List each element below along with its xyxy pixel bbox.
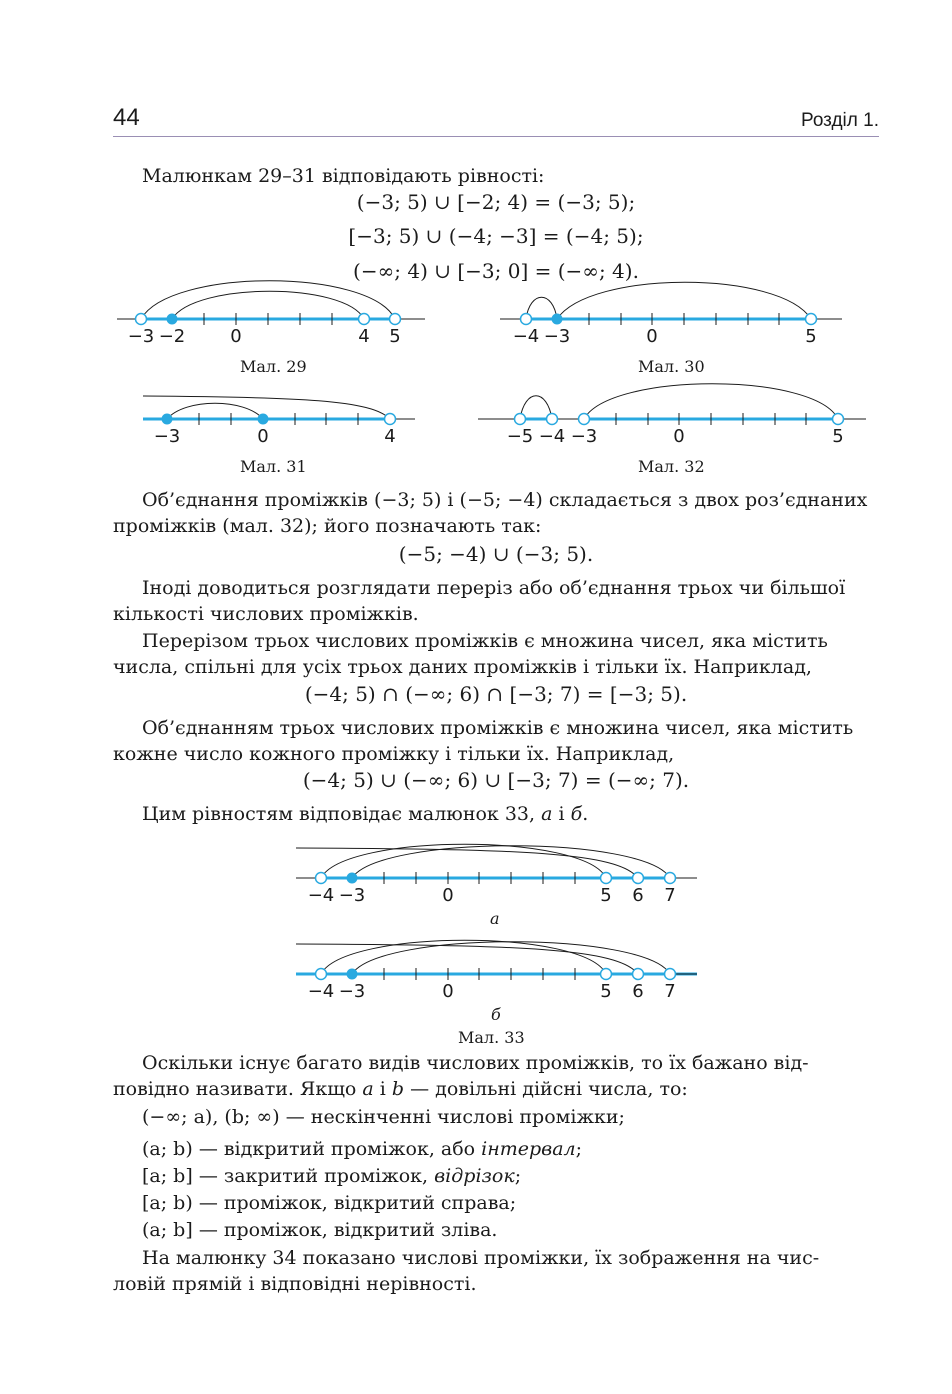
paragraph-3-line-2: числа, спільні для усіх трьох даних проміжків і тільки їх. Наприклад, (113, 656, 812, 678)
intro-text: Малюнкам 29–31 відповідають рівності: (142, 165, 545, 187)
fig33a-number-line (296, 844, 697, 906)
fig30-label: −4 (512, 326, 540, 347)
equation-1: (−3; 5) ∪ [−2; 4) = (−3; 5); (356, 190, 636, 214)
equation-2: [−3; 5) ∪ (−4; −3] = (−4; 5); (348, 224, 644, 248)
definition-closed (142, 1163, 521, 1189)
paragraph-4-line-1: Об’єднанням трьох числових проміжків є множина чисел, яка містить (142, 717, 854, 739)
fig33a-label: 5 (600, 885, 612, 906)
paragraph-5-end: . (582, 803, 589, 825)
paragraph-6-text-a: повідно називати. Якщо (113, 1078, 357, 1100)
definition-open (142, 1136, 582, 1162)
paragraph-1-line-2: проміжків (мал. 32); його позначають так: (113, 515, 542, 537)
paragraph-7-line-1: На малюнку 34 показано числові проміжки, їх зображення на чис- (142, 1247, 820, 1269)
fig30-label: 5 (805, 326, 817, 347)
paragraph-6-text-b: і (379, 1078, 386, 1100)
definition-open-text: — відкритий проміжок, або (198, 1138, 476, 1160)
fig29-number-line (117, 281, 425, 347)
page-number: 44 (113, 104, 140, 131)
subfigure-ref-b: б (570, 803, 583, 825)
definition-open-end: ; (575, 1138, 583, 1160)
fig32-label: 5 (832, 426, 844, 447)
paragraph-6-text-c: — довільні дійсні числа, то: (410, 1078, 688, 1100)
definition-infinite-text: — нескінченні числові проміжки; (285, 1106, 625, 1128)
fig29-label: 5 (389, 326, 401, 347)
fig33a-label: −3 (338, 885, 366, 906)
fig33a-label: 6 (632, 885, 644, 906)
fig31-caption: Мал. 31 (240, 457, 307, 476)
paragraph-6-line-2 (113, 1076, 688, 1102)
fig32-label: −5 (506, 426, 534, 447)
definition-infinite-math: (−∞; a), (b; ∞) (142, 1106, 280, 1128)
fig30-number-line (500, 282, 842, 347)
fig30-label: 0 (646, 326, 658, 347)
definition-open-math: (a; b) (142, 1138, 193, 1160)
fig33-caption: Мал. 33 (458, 1028, 525, 1047)
variable-a: a (362, 1078, 374, 1100)
fig31-label: −3 (153, 426, 181, 447)
fig31-number-line (143, 396, 415, 447)
fig32-label: −3 (570, 426, 598, 447)
fig30-caption: Мал. 30 (638, 357, 705, 376)
definition-open-right-math: [a; b) (142, 1192, 193, 1214)
paragraph-6-line-1: Оскільки існує багато видів числових проміжків, то їх бажано від- (142, 1052, 809, 1074)
variable-b: b (391, 1078, 405, 1100)
section-header: Розділ 1. (800, 110, 879, 131)
fig31-label: 0 (257, 426, 269, 447)
fig32-number-line (478, 384, 866, 447)
definition-open-right-text: — проміжок, відкритий справа; (198, 1192, 517, 1214)
equation-3: (−∞; 4) ∪ [−3; 0] = (−∞; 4). (353, 259, 639, 283)
definition-closed-text: — закритий проміжок, (198, 1165, 429, 1187)
fig29-label: −3 (127, 326, 155, 347)
equation-6: (−4; 5) ∪ (−∞; 6) ∪ [−3; 7) = (−∞; 7). (302, 768, 690, 792)
definition-open-left-math: (a; b] (142, 1219, 193, 1241)
definition-infinite (142, 1104, 625, 1130)
fig33b-label: 0 (442, 981, 454, 1002)
fig29-label: 0 (230, 326, 242, 347)
paragraph-2-line-1: Іноді доводиться розглядати переріз або об’єднання трьох чи більшої (142, 577, 846, 599)
equation-5: (−4; 5) ∩ (−∞; 6) ∩ [−3; 7) = [−3; 5). (304, 682, 688, 706)
definition-closed-math: [a; b] (142, 1165, 193, 1187)
fig33b-number-line (296, 940, 697, 1002)
fig32-caption: Мал. 32 (638, 457, 705, 476)
fig33a-label: −4 (307, 885, 335, 906)
fig33b-label: 6 (632, 981, 644, 1002)
fig30-label: −3 (543, 326, 571, 347)
definition-open-left-text: — проміжок, відкритий зліва. (198, 1219, 498, 1241)
fig29-label: −2 (158, 326, 186, 347)
paragraph-2-line-2: кількості числових проміжків. (113, 603, 419, 625)
subfigure-ref-a: а (541, 803, 553, 825)
fig33b-label: 5 (600, 981, 612, 1002)
definition-open-left (142, 1217, 497, 1243)
equation-4: (−5; −4) ∪ (−3; 5). (398, 542, 594, 566)
paragraph-5-text: Цим рівностям відповідає малюнок 33, (142, 803, 536, 825)
definition-open-right (142, 1190, 516, 1216)
paragraph-7-line-2: ловій прямій і відповідні нерівності. (113, 1273, 477, 1295)
fig31-label: 4 (384, 426, 396, 447)
fig32-label: −4 (538, 426, 566, 447)
definition-open-term: інтервал (481, 1138, 576, 1160)
paragraph-3-line-1: Перерізом трьох числових проміжків є множина чисел, яка містить (142, 630, 828, 652)
fig29-caption: Мал. 29 (240, 357, 307, 376)
fig33b-label: 7 (664, 981, 676, 1002)
fig33-sub-a: а (490, 909, 500, 928)
paragraph-5-and: і (558, 803, 565, 825)
paragraph-5 (142, 801, 588, 827)
paragraph-4-line-2: кожне число кожного проміжку і тільки їх. Наприклад, (113, 743, 675, 765)
fig33-sub-b: б (491, 1005, 501, 1024)
fig33b-label: −3 (338, 981, 366, 1002)
fig33a-label: 7 (664, 885, 676, 906)
fig32-label: 0 (673, 426, 685, 447)
fig33b-label: −4 (307, 981, 335, 1002)
fig29-label: 4 (358, 326, 370, 347)
definition-closed-term: відрізок (434, 1165, 515, 1187)
fig33a-label: 0 (442, 885, 454, 906)
definition-closed-end: ; (514, 1165, 522, 1187)
paragraph-1-line-1: Об’єднання проміжків (−3; 5) і (−5; −4) складається з двох роз’єднаних (142, 489, 868, 511)
